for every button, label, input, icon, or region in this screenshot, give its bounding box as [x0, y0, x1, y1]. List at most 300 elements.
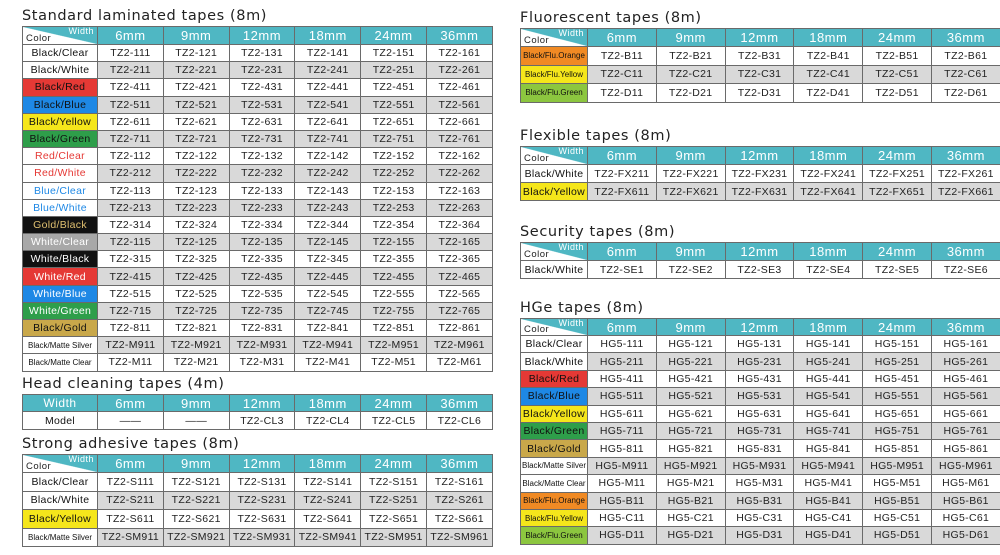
tape-code: HG5-D51	[863, 527, 932, 544]
tape-code: HG5-261	[931, 353, 1000, 370]
tape-code: HG5-211	[588, 353, 657, 370]
tape-code: TZ2-335	[229, 251, 295, 268]
tape-code: TZ2-511	[98, 96, 164, 113]
tape-code: HG5-C11	[588, 509, 657, 526]
tape-code: HG5-631	[725, 405, 794, 422]
tape-code: TZ2-S161	[426, 473, 492, 492]
tape-code: HG5-621	[656, 405, 725, 422]
tape-code: TZ2-FX251	[863, 165, 932, 183]
table-row	[23, 354, 493, 371]
tape-code: TZ2-263	[426, 199, 492, 216]
color-swatch-label: Model	[23, 412, 98, 430]
table-row	[23, 113, 493, 130]
tape-code: TZ2-345	[295, 251, 361, 268]
tape-code: ——	[98, 412, 164, 430]
tape-code: TZ2-SE3	[725, 261, 794, 279]
table-row	[23, 473, 493, 492]
tape-code: HG5-651	[863, 405, 932, 422]
tape-code: TZ2-811	[98, 320, 164, 337]
tape-code: TZ2-D31	[725, 84, 794, 103]
table-row	[23, 528, 493, 547]
tape-code: TZ2-161	[426, 45, 492, 62]
tape-code: TZ2-334	[229, 216, 295, 233]
tape-code: TZ2-715	[98, 302, 164, 319]
tape-code: TZ2-FX221	[656, 165, 725, 183]
tape-code: HG5-811	[588, 440, 657, 457]
corner-header	[23, 455, 98, 473]
header-row	[521, 243, 1000, 261]
color-swatch-label: Black/Matte Clear	[23, 354, 98, 371]
width-header: 24mm	[361, 455, 427, 473]
color-swatch-label: Black/Clear	[521, 336, 588, 353]
color-swatch-label: Black/Red	[23, 79, 98, 96]
tape-code: TZ2-364	[426, 216, 492, 233]
width-header: 12mm	[229, 455, 295, 473]
tape-code: TZ2-S631	[229, 510, 295, 529]
tape-code: TZ2-M911	[98, 337, 164, 354]
tape-code: TZ2-213	[98, 199, 164, 216]
tape-code: TZ2-551	[361, 96, 427, 113]
tape-code: TZ2-561	[426, 96, 492, 113]
tape-code: TZ2-451	[361, 79, 427, 96]
color-swatch-label: Black/Green	[521, 422, 588, 439]
tape-code: HG5-131	[725, 336, 794, 353]
tape-code: TZ2-B41	[794, 47, 863, 66]
tape-code: TZ2-461	[426, 79, 492, 96]
width-header: 9mm	[656, 147, 725, 165]
tape-code: TZ2-C51	[863, 65, 932, 84]
tape-code: TZ2-314	[98, 216, 164, 233]
tape-code: HG5-M931	[725, 457, 794, 474]
tape-code: TZ2-M961	[426, 337, 492, 354]
tape-code: TZ2-821	[163, 320, 229, 337]
corner-header	[23, 27, 98, 45]
tape-code: TZ2-231	[229, 62, 295, 79]
tape-table	[22, 394, 493, 430]
width-header: 24mm	[361, 395, 427, 412]
tape-code: TZ2-S211	[98, 491, 164, 510]
tape-code: TZ2-155	[361, 234, 427, 251]
width-header: 36mm	[426, 395, 492, 412]
width-label: Width	[23, 395, 98, 412]
width-header: 18mm	[295, 27, 361, 45]
tape-code: TZ2-421	[163, 79, 229, 96]
tape-code: HG5-551	[863, 388, 932, 405]
section-title: Security tapes (8m)	[520, 224, 676, 240]
tape-code: TZ2-SM961	[426, 528, 492, 547]
table-row	[521, 370, 1000, 387]
color-swatch-label: Black/Flu.Orange	[521, 492, 588, 509]
table-row	[23, 337, 493, 354]
tape-code: TZ2-FX241	[794, 165, 863, 183]
tape-code: HG5-411	[588, 370, 657, 387]
tape-code: TZ2-S141	[295, 473, 361, 492]
table-row	[521, 353, 1000, 370]
width-header: 36mm	[931, 319, 1000, 336]
section-title: Standard laminated tapes (8m)	[22, 8, 268, 24]
table-row	[23, 412, 493, 430]
tape-code: HG5-D21	[656, 527, 725, 544]
width-header: 9mm	[656, 319, 725, 336]
tape-code: TZ2-531	[229, 96, 295, 113]
tape-code: HG5-D61	[931, 527, 1000, 544]
tape-code: TZ2-CL5	[361, 412, 427, 430]
width-header: 12mm	[725, 319, 794, 336]
width-label: Width	[558, 242, 584, 252]
tape-code: TZ2-631	[229, 113, 295, 130]
section-flexible	[520, 126, 1000, 201]
color-label: Color	[26, 461, 52, 472]
tape-code: TZ2-125	[163, 234, 229, 251]
color-swatch-label: Black/Flu.Yellow	[521, 509, 588, 526]
tape-code: HG5-C51	[863, 509, 932, 526]
tape-code: TZ2-S241	[295, 491, 361, 510]
tape-code: HG5-751	[863, 422, 932, 439]
width-header: 18mm	[794, 243, 863, 261]
tape-code: TZ2-CL3	[229, 412, 295, 430]
width-header: 18mm	[794, 147, 863, 165]
width-header: 18mm	[794, 319, 863, 336]
table-row	[521, 457, 1000, 474]
tape-table	[520, 146, 1000, 201]
tape-code: TZ2-141	[295, 45, 361, 62]
tape-code: TZ2-S231	[229, 491, 295, 510]
table-row	[23, 302, 493, 319]
width-header: 36mm	[931, 147, 1000, 165]
color-swatch-label: Black/Yellow	[521, 183, 588, 201]
tape-code: TZ2-115	[98, 234, 164, 251]
tape-code: TZ2-711	[98, 130, 164, 147]
width-label: Width	[68, 26, 94, 36]
width-header: 24mm	[863, 29, 932, 47]
tape-code: TZ2-112	[98, 148, 164, 165]
table-row	[23, 510, 493, 529]
color-swatch-label: Black/Matte Clear	[521, 475, 588, 492]
table-row	[23, 285, 493, 302]
tape-code: TZ2-831	[229, 320, 295, 337]
tape-code: HG5-641	[794, 405, 863, 422]
tape-code: TZ2-D41	[794, 84, 863, 103]
tape-code: TZ2-253	[361, 199, 427, 216]
table-row	[521, 165, 1000, 183]
tape-code: HG5-851	[863, 440, 932, 457]
tape-code: HG5-141	[794, 336, 863, 353]
tape-code: TZ2-731	[229, 130, 295, 147]
tape-table	[22, 454, 493, 547]
tape-code: TZ2-B21	[656, 47, 725, 66]
color-label: Color	[524, 153, 550, 164]
tape-code: HG5-M31	[725, 475, 794, 492]
tape-code: TZ2-765	[426, 302, 492, 319]
table-row	[23, 182, 493, 199]
tape-code: TZ2-D51	[863, 84, 932, 103]
color-swatch-label: Blue/White	[23, 199, 98, 216]
tape-code: HG5-521	[656, 388, 725, 405]
tape-code: HG5-M41	[794, 475, 863, 492]
tape-code: HG5-M921	[656, 457, 725, 474]
tape-code: TZ2-325	[163, 251, 229, 268]
section-title: Strong adhesive tapes (8m)	[22, 436, 240, 452]
tape-code: TZ2-FX621	[656, 183, 725, 201]
tape-code: TZ2-232	[229, 165, 295, 182]
tape-code: HG5-451	[863, 370, 932, 387]
tape-code: HG5-541	[794, 388, 863, 405]
width-header: 12mm	[725, 29, 794, 47]
tape-code: TZ2-745	[295, 302, 361, 319]
tape-code: TZ2-SM911	[98, 528, 164, 547]
width-label: Width	[558, 28, 584, 38]
width-header: 36mm	[931, 29, 1000, 47]
tape-code: TZ2-B31	[725, 47, 794, 66]
tape-code: TZ2-212	[98, 165, 164, 182]
tape-code: HG5-M961	[931, 457, 1000, 474]
width-label: Width	[68, 454, 94, 464]
header-row	[521, 319, 1000, 336]
width-header: 24mm	[863, 147, 932, 165]
color-swatch-label: Red/White	[23, 165, 98, 182]
corner-header	[521, 243, 588, 261]
tape-code: TZ2-755	[361, 302, 427, 319]
table-row	[23, 96, 493, 113]
width-header: 24mm	[863, 319, 932, 336]
tape-code: TZ2-455	[361, 268, 427, 285]
tape-code: HG5-B51	[863, 492, 932, 509]
tape-code: TZ2-S251	[361, 491, 427, 510]
table-row	[521, 65, 1000, 84]
tape-code: TZ2-111	[98, 45, 164, 62]
width-header: 18mm	[295, 455, 361, 473]
tape-code: TZ2-354	[361, 216, 427, 233]
tape-code: HG5-251	[863, 353, 932, 370]
tape-code: HG5-B61	[931, 492, 1000, 509]
tape-code: TZ2-621	[163, 113, 229, 130]
table-row	[521, 47, 1000, 66]
color-swatch-label: Black/Yellow	[23, 510, 98, 529]
tape-code: HG5-D41	[794, 527, 863, 544]
table-row	[521, 388, 1000, 405]
tape-code: TZ2-262	[426, 165, 492, 182]
tape-code: TZ2-C61	[931, 65, 1000, 84]
tape-table	[22, 26, 493, 372]
tape-code: TZ2-851	[361, 320, 427, 337]
tape-code: TZ2-211	[98, 62, 164, 79]
tape-code: TZ2-735	[229, 302, 295, 319]
tape-code: HG5-C31	[725, 509, 794, 526]
tape-code: TZ2-SE1	[588, 261, 657, 279]
tape-code: TZ2-CL6	[426, 412, 492, 430]
tape-code: TZ2-725	[163, 302, 229, 319]
color-swatch-label: Black/Blue	[23, 96, 98, 113]
color-swatch-label: Black/Green	[23, 130, 98, 147]
tape-code: TZ2-761	[426, 130, 492, 147]
tape-code: TZ2-C11	[588, 65, 657, 84]
tape-code: TZ2-222	[163, 165, 229, 182]
color-swatch-label: White/Clear	[23, 234, 98, 251]
tape-code: TZ2-152	[361, 148, 427, 165]
tape-code: HG5-M941	[794, 457, 863, 474]
tape-code: TZ2-411	[98, 79, 164, 96]
tape-code: HG5-111	[588, 336, 657, 353]
tape-code: TZ2-FX631	[725, 183, 794, 201]
color-swatch-label: Black/White	[521, 165, 588, 183]
tape-code: HG5-M21	[656, 475, 725, 492]
tape-table	[520, 318, 1000, 545]
width-header: 6mm	[98, 395, 164, 412]
color-swatch-label: Black/Matte Silver	[23, 528, 98, 547]
color-label: Color	[524, 35, 550, 46]
tape-code: TZ2-D11	[588, 84, 657, 103]
tape-code: TZ2-165	[426, 234, 492, 251]
table-row	[521, 440, 1000, 457]
tape-code: ——	[163, 412, 229, 430]
color-label: Color	[26, 33, 52, 44]
tape-code: TZ2-S641	[295, 510, 361, 529]
tape-code: TZ2-FX211	[588, 165, 657, 183]
table-row	[23, 45, 493, 62]
color-swatch-label: Black/Matte Silver	[23, 337, 98, 354]
width-header: 6mm	[588, 147, 657, 165]
table-row	[521, 336, 1000, 353]
tape-code: HG5-841	[794, 440, 863, 457]
tape-code: HG5-821	[656, 440, 725, 457]
corner-header	[521, 29, 588, 47]
table-row	[521, 509, 1000, 526]
tape-code: HG5-561	[931, 388, 1000, 405]
color-swatch-label: Black/White	[521, 353, 588, 370]
width-header: 6mm	[98, 455, 164, 473]
tape-code: HG5-M951	[863, 457, 932, 474]
tape-code: TZ2-251	[361, 62, 427, 79]
color-swatch-label: Black/Clear	[23, 473, 98, 492]
section-title: Flexible tapes (8m)	[520, 128, 672, 144]
section-security	[520, 222, 1000, 279]
tape-code: TZ2-252	[361, 165, 427, 182]
width-header: 12mm	[725, 243, 794, 261]
table-row	[23, 234, 493, 251]
tape-code: TZ2-861	[426, 320, 492, 337]
tape-code: TZ2-415	[98, 268, 164, 285]
table-row	[23, 491, 493, 510]
tape-code: TZ2-123	[163, 182, 229, 199]
color-swatch-label: White/Red	[23, 268, 98, 285]
table-row	[23, 199, 493, 216]
section-head-cleaning	[22, 374, 493, 430]
table-row	[23, 251, 493, 268]
tape-code: TZ2-545	[295, 285, 361, 302]
tape-code: TZ2-425	[163, 268, 229, 285]
color-label: Color	[524, 324, 550, 335]
tape-code: HG5-431	[725, 370, 794, 387]
header-row	[521, 147, 1000, 165]
tape-table	[520, 28, 1000, 103]
tape-code: TZ2-C31	[725, 65, 794, 84]
tape-code: TZ2-131	[229, 45, 295, 62]
width-header: 18mm	[295, 395, 361, 412]
section-strong-adhesive	[22, 434, 493, 547]
tape-code: TZ2-M921	[163, 337, 229, 354]
width-label: Width	[558, 146, 584, 156]
color-swatch-label: Black/Flu.Green	[521, 84, 588, 103]
color-swatch-label: Black/Flu.Orange	[521, 47, 588, 66]
tape-code: HG5-M61	[931, 475, 1000, 492]
tape-code: TZ2-M951	[361, 337, 427, 354]
header-row	[521, 29, 1000, 47]
color-swatch-label: Black/Yellow	[521, 405, 588, 422]
tape-code: TZ2-315	[98, 251, 164, 268]
tape-code: TZ2-FX661	[931, 183, 1000, 201]
tape-code: TZ2-721	[163, 130, 229, 147]
tape-code: TZ2-S621	[163, 510, 229, 529]
tape-code: TZ2-441	[295, 79, 361, 96]
color-label: Color	[524, 249, 550, 260]
tape-code: TZ2-163	[426, 182, 492, 199]
tape-code: HG5-421	[656, 370, 725, 387]
tape-code: TZ2-SM931	[229, 528, 295, 547]
section-title: Fluorescent tapes (8m)	[520, 10, 702, 26]
color-swatch-label: Black/White	[23, 491, 98, 510]
color-swatch-label: White/Black	[23, 251, 98, 268]
tape-code: TZ2-S611	[98, 510, 164, 529]
tape-code: TZ2-FX611	[588, 183, 657, 201]
tape-code: TZ2-SE5	[863, 261, 932, 279]
tape-code: TZ2-145	[295, 234, 361, 251]
tape-code: TZ2-641	[295, 113, 361, 130]
table-row	[23, 130, 493, 147]
tape-code: HG5-741	[794, 422, 863, 439]
tape-code: TZ2-521	[163, 96, 229, 113]
tape-code: TZ2-M51	[361, 354, 427, 371]
width-header: 6mm	[98, 27, 164, 45]
tape-code: TZ2-221	[163, 62, 229, 79]
width-header: 12mm	[229, 27, 295, 45]
tape-code: HG5-121	[656, 336, 725, 353]
tape-code: TZ2-S661	[426, 510, 492, 529]
tape-code: HG5-711	[588, 422, 657, 439]
tape-code: HG5-611	[588, 405, 657, 422]
width-header: 12mm	[725, 147, 794, 165]
width-header: 6mm	[588, 29, 657, 47]
tape-code: TZ2-C21	[656, 65, 725, 84]
width-header: 9mm	[656, 243, 725, 261]
tape-code: HG5-B41	[794, 492, 863, 509]
tape-table	[520, 242, 1000, 279]
color-swatch-label: Black/Gold	[521, 440, 588, 457]
tape-code: TZ2-SE4	[794, 261, 863, 279]
tape-code: HG5-B11	[588, 492, 657, 509]
width-label: Width	[558, 318, 584, 328]
table-row	[521, 422, 1000, 439]
tape-code: HG5-511	[588, 388, 657, 405]
tape-code: TZ2-515	[98, 285, 164, 302]
section-standard-laminated	[22, 6, 493, 372]
tape-code: TZ2-661	[426, 113, 492, 130]
color-swatch-label: Gold/Black	[23, 216, 98, 233]
width-header: 6mm	[588, 319, 657, 336]
width-header: 36mm	[426, 27, 492, 45]
tape-code: TZ2-751	[361, 130, 427, 147]
width-header: 24mm	[863, 243, 932, 261]
section-fluorescent	[520, 8, 1000, 103]
section-hge	[520, 298, 1000, 545]
tape-code: HG5-461	[931, 370, 1000, 387]
tape-code: HG5-221	[656, 353, 725, 370]
table-row	[521, 261, 1000, 279]
tape-code: TZ2-SM941	[295, 528, 361, 547]
tape-code: HG5-441	[794, 370, 863, 387]
tape-code: HG5-M911	[588, 457, 657, 474]
tape-code: TZ2-261	[426, 62, 492, 79]
tape-code: HG5-661	[931, 405, 1000, 422]
